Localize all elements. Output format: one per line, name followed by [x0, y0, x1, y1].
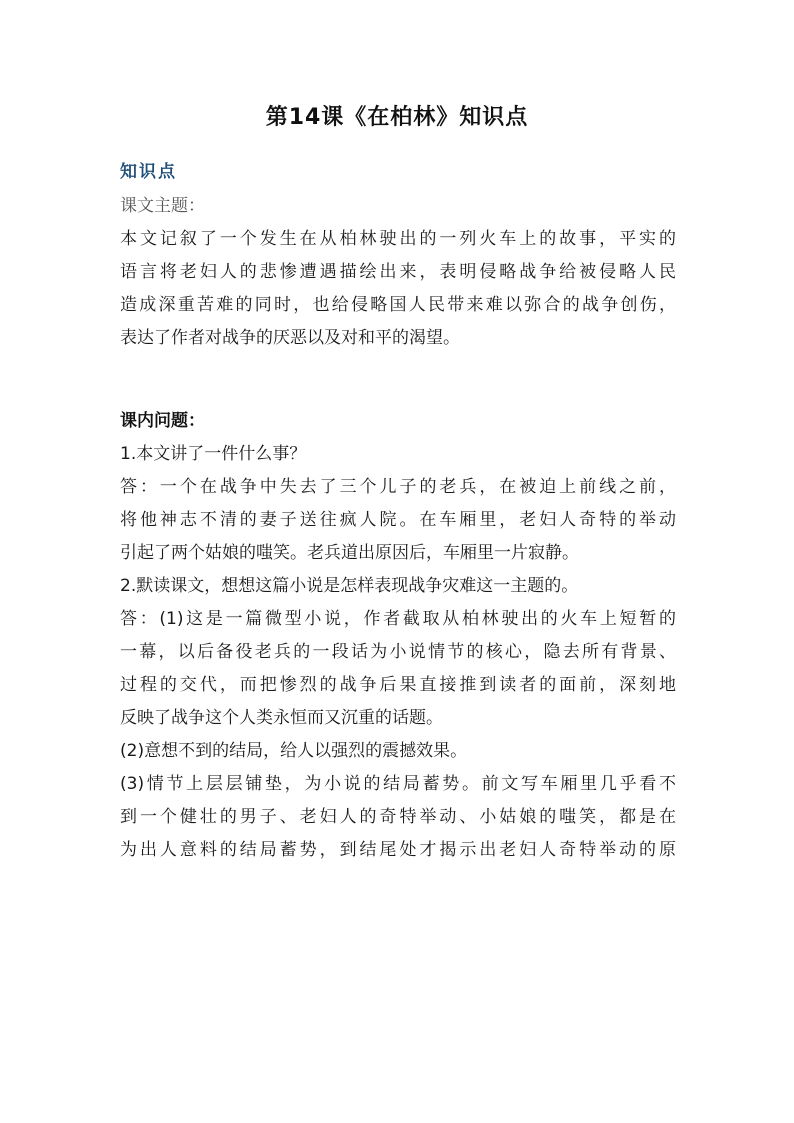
answer-2-line: 反映了战争这个人类永恒而又沉重的话题。	[120, 708, 443, 728]
paragraph-gap	[120, 355, 676, 405]
answer-2-line: (2)意想不到的结局，给人以强烈的震撼效果。	[120, 741, 468, 761]
answer-2-line: 到一个健壮的男子、老妇人的奇特举动、小姑娘的嗤笑，都是在	[120, 807, 676, 827]
page-title: 第14课《在柏林》知识点	[265, 105, 529, 130]
theme-line: 表达了作者对战争的厌恶以及对和平的渴望。	[120, 328, 460, 348]
answer-2-line: 过程的交代，而把惨烈的战争后果直接推到读者的面前，深刻地	[120, 675, 676, 695]
answer-2-line: (3)情节上层层铺垫，为小说的结局蓄势。前文写车厢里几乎看不	[120, 774, 676, 794]
theme-line: 造成深重苦难的同时，也给侵略国人民带来难以弥合的战争创伤，	[120, 295, 676, 315]
questions-label: 课内问题：	[120, 411, 205, 431]
answer-2-line: 答：(1)这是一篇微型小说，作者截取从柏林驶出的火车上短暂的	[120, 609, 676, 629]
answer-2-line: 为出人意料的结局蓄势，到结尾处才揭示出老妇人奇特举动的原	[120, 840, 676, 860]
answer-1-line: 引起了两个姑娘的嗤笑。老兵道出原因后，车厢里一片寂静。	[120, 543, 579, 563]
question-2: 2.默读课文，想想这篇小说是怎样表现战争灾难这一主题的。	[120, 576, 579, 596]
answer-1-line: 将他神志不清的妻子送往疯人院。在车厢里，老妇人奇特的举动	[120, 510, 676, 530]
question-1: 1.本文讲了一件什么事？	[120, 444, 307, 464]
section-heading: 知识点	[120, 162, 177, 182]
answer-1-line: 答：一个在战争中失去了三个儿子的老兵，在被迫上前线之前，	[120, 477, 676, 497]
answer-2-line: 一幕，以后备役老兵的一段话为小说情节的核心，隐去所有背景、	[120, 642, 676, 662]
theme-label: 课文主题：	[120, 196, 205, 216]
theme-line: 本文记叙了一个发生在从柏林驶出的一列火车上的故事，平实的	[120, 229, 676, 249]
document-body	[120, 155, 676, 867]
theme-line: 语言将老妇人的悲惨遭遇描绘出来，表明侵略战争给被侵略人民	[120, 262, 676, 282]
